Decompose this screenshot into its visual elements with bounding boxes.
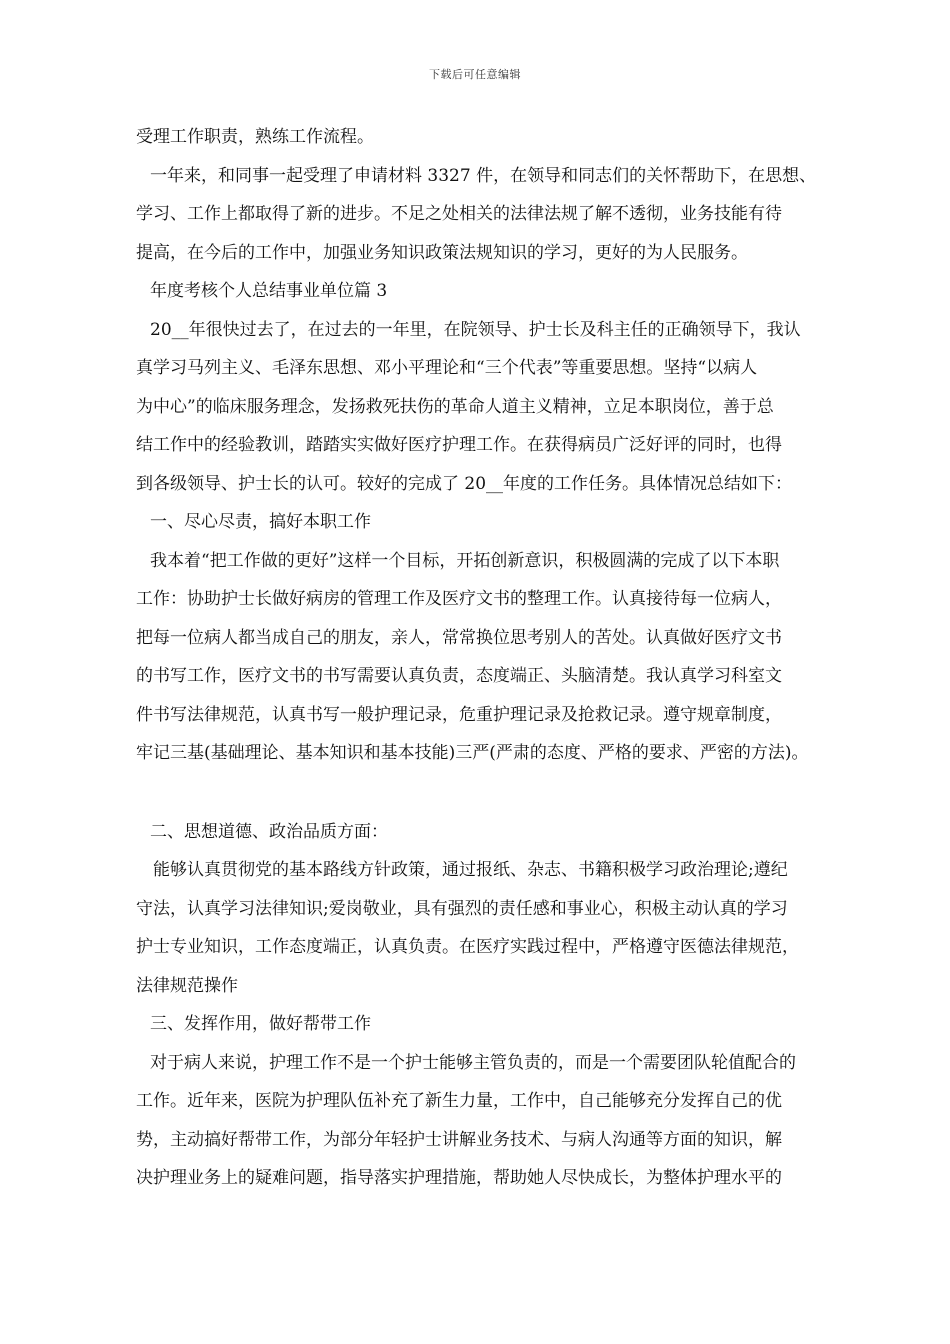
text-line: 工作。近年来，医院为护理队伍补充了新生力量，工作中，自己能够充分发挥自己的优 [136, 1091, 782, 1111]
text-line: 把每一位病人都当成自己的朋友，亲人，常常换位思考别人的苦处。认真做好医疗文书 [136, 627, 782, 648]
text-line: 受理工作职责，熟练工作流程。 [136, 127, 374, 147]
text-line: 一年来，和同事一起受理了申请材料 3327 件，在领导和同志们的关怀帮助下，在思想、 [150, 165, 817, 186]
section-heading: 二、思想道德、政治品质方面： [150, 821, 388, 842]
text-line: 结工作中的经验教训，踏踏实实做好医疗护理工作。在获得病员广泛好评的同时，也得 [136, 435, 782, 455]
text-line: 对于病人来说，护理工作不是一个护士能够主管负责的，而是一个需要团队轮值配合的 [150, 1052, 796, 1073]
text-line: 20__年很快过去了，在过去的一年里，在院领导、护士长及科主任的正确领导下，我认 [150, 319, 801, 340]
text-line: 护士专业知识，工作态度端正，认真负责。在医疗实践过程中，严格遵守医德法律规范， [136, 937, 799, 957]
section-heading: 年度考核个人总结事业单位篇 3 [150, 281, 388, 301]
section-heading: 三、发挥作用，做好帮带工作 [150, 1014, 371, 1034]
text-line: 守法，认真学习法律知识;爱岗敬业，具有强烈的责任感和事业心，积极主动认真的学习 [136, 898, 788, 919]
paragraph-gap [136, 773, 894, 813]
page-header: 下载后可任意编辑 [429, 68, 521, 81]
text-line: 我本着“把工作做的更好”这样一个目标，开拓创新意识，积极圆满的完成了以下本职 [150, 550, 780, 571]
text-line: 的书写工作，医疗文书的书写需要认真负责，态度端正、头脑清楚。我认真学习科室文 [136, 666, 782, 686]
text-line: 到各级领导、护士长的认可。较好的完成了 20__年度的工作任务。具体情况总结如下： [136, 473, 793, 494]
text-line: 法律规范操作 [136, 975, 238, 996]
text-line: 真学习马列主义、毛泽东思想、邓小平理论和“三个代表”等重要思想。坚持“以病人 [136, 358, 758, 378]
text-line: 能够认真贯彻党的基本路线方针政策，通过报纸、杂志、书籍积极学习政治理论;遵纪 [153, 860, 788, 880]
section-heading: 一、尽心尽责，搞好本职工作 [150, 512, 371, 532]
text-line: 提高，在今后的工作中，加强业务知识政策法规知识的学习，更好的为人民服务。 [136, 242, 748, 263]
text-line: 件书写法律规范，认真书写一般护理记录，危重护理记录及抢救记录。遵守规章制度， [136, 704, 782, 725]
text-line: 牢记三基(基础理论、基本知识和基本技能)三严(严肃的态度、严格的要求、严密的方法)。 [136, 743, 809, 763]
text-line: 为中心”的临床服务理念，发扬救死扶伤的革命人道主义精神，立足本职岗位，善于总 [136, 396, 774, 417]
text-line: 学习、工作上都取得了新的进步。不足之处相关的法律法规了解不透彻，业务技能有待 [136, 204, 782, 224]
document-body [136, 118, 894, 1198]
text-line: 势，主动搞好帮带工作，为部分年轻护士讲解业务技术、与病人沟通等方面的知识，解 [136, 1129, 782, 1150]
text-line: 决护理业务上的疑难问题，指导落实护理措施，帮助她人尽快成长，为整体护理水平的 [136, 1168, 782, 1188]
text-line: 工作：协助护士长做好病房的管理工作及医疗文书的整理工作。认真接待每一位病人， [136, 589, 782, 609]
